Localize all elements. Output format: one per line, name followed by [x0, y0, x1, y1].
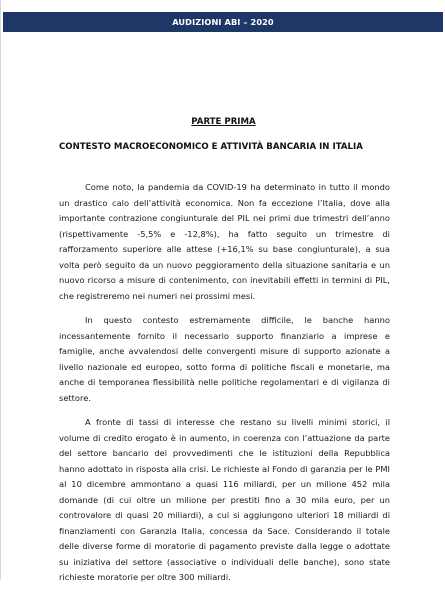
paragraph: A fronte di tassi di interesse che restano su livelli minimi storici, il volume di credito erogato è in aumento, in coerenza con l’attuazione da parte del settore bancario dei provvedimenti che le istituzioni della Repubblica hanno adottato in risposta alla crisi. Le richieste al Fondo di garanzia per le PMI al 10 dicembre ammontano a quasi 116 miliardi, per un milione 452 mila domande (di cui oltre un milione per prestiti fino a 30 mila euro, per un controvalore di quasi 20 miliardi), a cui si aggiungono ulteriori 18 miliardi di finanziamenti con Garanzia Italia, concessa da Sace. Considerando il totale delle diverse forme di moratorie di pagamento previste dalla legge o adottate su iniziativa del settore (associative o individuali delle banche), sono state richieste moratorie per oltre 300 miliardi.	[59, 417, 390, 582]
paragraph: Come noto, la pandemia da COVID-19 ha determinato in tutto il mondo un drastico calo dell’attività economica. Non fa eccezione l’Italia, dove alla importante contrazione congiunturale del PIL nei primi due trimestri dell’anno (rispettivamente -5,5% e -12,8%), ha fatto seguito un trimestre di rafforzamento superiore alle attese (+16,1% su base congiunturale), a sua volta però seguito da un nuovo peggioramento della situazione sanitaria e un nuovo ricorso a misure di contenimento, con inevitabili effetti in termini di PIL, che registreremo nei numeri nei prossimi mesi.	[59, 182, 390, 301]
body-text	[59, 180, 390, 595]
header-band	[3, 12, 443, 32]
paragraph: In questo contesto estremamente difficile, le banche hanno incessantemente fornito il necessario supporto finanziario a imprese e famiglie, anche avvalendosi delle convergenti misure di supporto azionate a livello nazionale ed europeo, sotto forma di politiche fiscali e monetarie, ma anche di temporanea flessibilità nelle politiche regolamentari e di vigilanza di settore.	[59, 315, 390, 403]
section-title: PARTE PRIMA	[191, 117, 256, 127]
header-title: AUDIZIONI ABI – 2020	[172, 17, 274, 27]
section-heading: CONTESTO MACROECONOMICO E ATTIVITÀ BANCARIA IN ITALIA	[59, 142, 363, 152]
